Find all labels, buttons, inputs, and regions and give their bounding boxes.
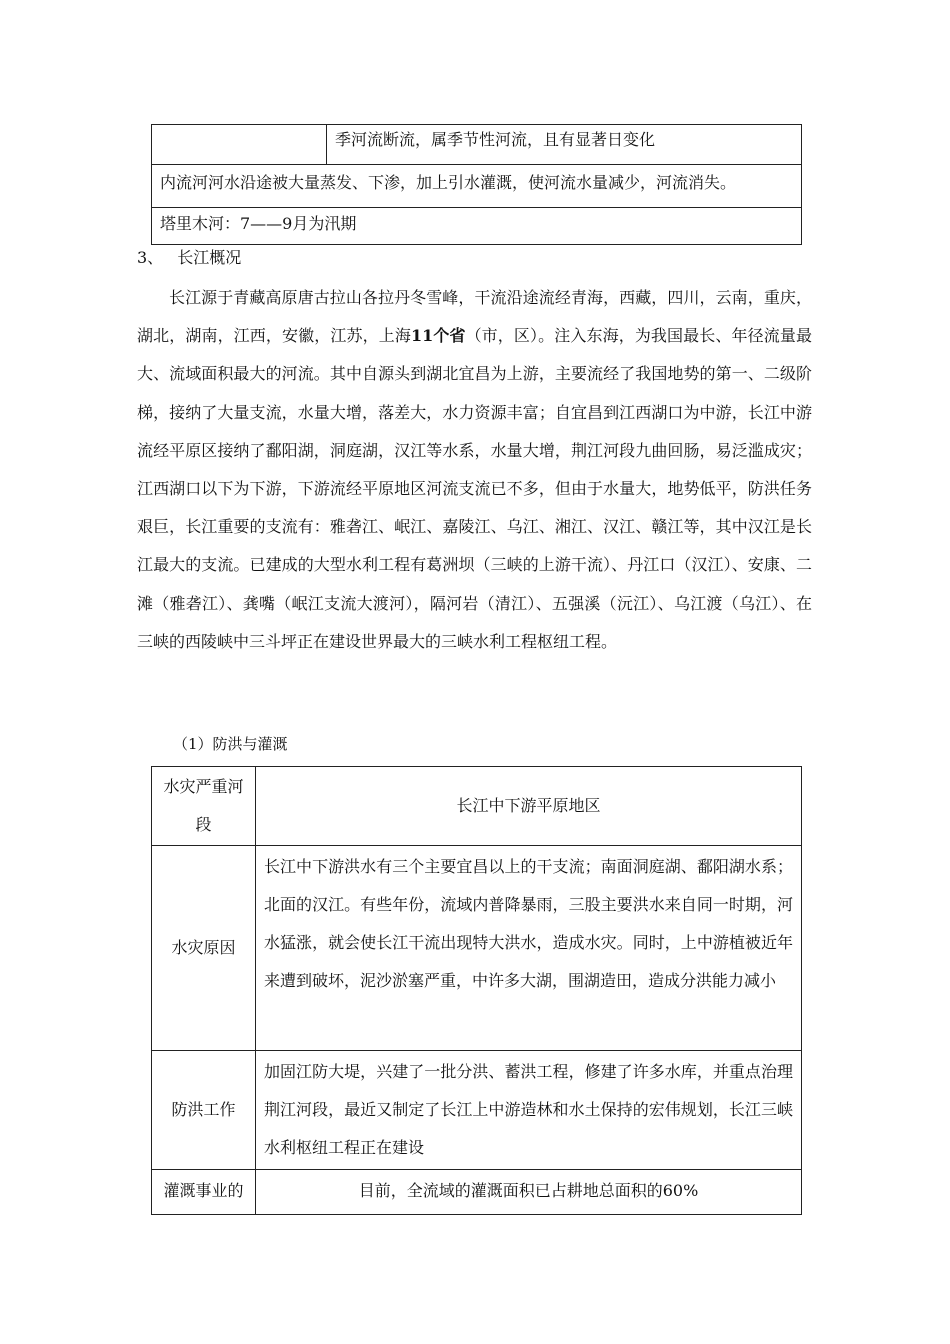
table-cell: 季河流断流，属季节性河流，且有显著日变化 (327, 125, 802, 165)
table-cell-empty (152, 125, 327, 165)
body-paragraph (137, 279, 812, 661)
row-label: 灌溉事业的 (152, 1170, 256, 1215)
row-content: 长江中下游平原地区 (256, 767, 802, 846)
section-heading (137, 243, 241, 273)
section-number: 3、 (137, 248, 164, 267)
paragraph-bold-text: 11个省 (410, 326, 466, 346)
paragraph-text: 长江源于青藏高原唐古拉山各拉丹冬雪峰，干流沿途流经青海，西藏，四川，云南，重庆，湖北，湖南，江西，安徽，江苏，上海 (137, 288, 812, 346)
flood-irrigation-table (151, 766, 802, 1215)
row-label: 水灾原因 (152, 846, 256, 1051)
table-cell: 内流河河水沿途被大量蒸发、下渗，加上引水灌溉，使河流水量减少，河流消失。 (152, 165, 802, 208)
table-row (152, 1051, 802, 1170)
row-label: 防洪工作 (152, 1051, 256, 1170)
table-row (152, 165, 802, 208)
table-row (152, 1170, 802, 1215)
section-title: 长江概况 (177, 248, 242, 267)
row-label: 水灾严重河段 (152, 767, 256, 846)
table-row (152, 767, 802, 846)
table-row (152, 208, 802, 245)
top-table (151, 124, 802, 245)
paragraph-text: （市，区）。注入东海，为我国最长、年径流量最大、流域面积最大的河流。其中自源头到湖北宜昌为上游，主要流经了我国地势的第一、二级阶梯，接纳了大量支流，水量大增，落差大，水力资源丰富；自宜昌到江西湖口为中游，长江中游流经平原区接纳了鄱阳湖，洞庭湖，汉江等水系，水量大增，荆江河段九曲回肠，易泛滥成灾；江西湖口以下为下游，下游流经平原地区河流支流已不多，但由于水量大，地势低平，防洪任务艰巨，长江重要的支流有：雅砻江、岷江、嘉陵江、乌江、湘江、汉江、赣江等，其中汉江是长江最大的支流。已建成的大型水利工程有葛洲坝（三峡的上游干流）、丹江口（汉江）、安康、二滩（雅砻江）、龚嘴（岷江支流大渡河），隔河岩（清江）、五强溪（沅江）、乌江渡（乌江）、在三峡的西陵峡中三斗坪正在建设世界最大的三峡水利工程枢纽工程。 (137, 326, 812, 651)
table-cell: 塔里木河：7——9月为汛期 (152, 208, 802, 245)
table-row (152, 125, 802, 165)
row-content: 长江中下游洪水有三个主要宜昌以上的干支流；南面洞庭湖、鄱阳湖水系；北面的汉江。有些年份，流域内普降暴雨，三股主要洪水来自同一时期，河水猛涨，就会使长江干流出现特大洪水，造成水灾。同时，上中游植被近年来遭到破坏，泥沙淤塞严重，中许多大湖，围湖造田，造成分洪能力减小 (256, 846, 802, 1051)
table-row (152, 846, 802, 1051)
row-content: 目前，全流域的灌溉面积已占耕地总面积的60% (256, 1170, 802, 1215)
row-content: 加固江防大堤，兴建了一批分洪、蓄洪工程，修建了许多水库，并重点治理荆江河段，最近又制定了长江上中游造林和水土保持的宏伟规划，长江三峡水利枢纽工程正在建设 (256, 1051, 802, 1170)
subheading: （1）防洪与灌溉 (173, 735, 288, 753)
